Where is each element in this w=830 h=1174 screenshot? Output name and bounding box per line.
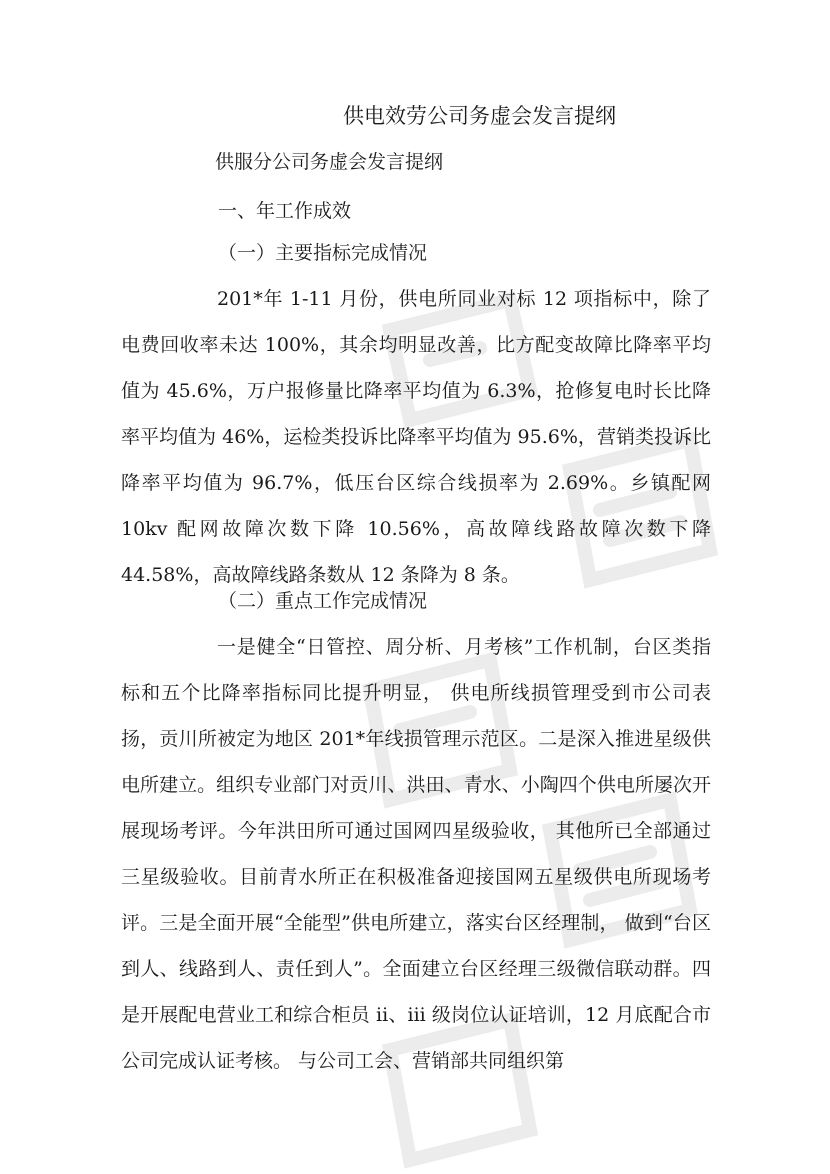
subsection-heading-2: （二）重点工作完成情况 — [218, 590, 428, 612]
document-title: 供电效劳公司务虚会发言提纲 — [343, 104, 616, 128]
section-heading-1: 一、年工作成效 — [218, 200, 352, 222]
logo-stamp — [22, 157, 84, 179]
paragraph-indicators: 201*年 1-11 月份，供电所同业对标 12 项指标中，除了电费回收率未达 100%，其余均明显改善，比方配变故障比降率平均值为 45.6%，万户报修量比降率平均值为 6.3%，抢修复电时长比降率平均值为 46%，运检类投诉比降率平均值为 95.6%，营销类投诉比降率平均值为 96.7%，低压台区综合线损率为 2.69%。乡镇配网 10kv 配网故障次数下降 10.56%，高故障线路故障次数下降 44.58%，高故障线路条数从 12 条降为 8 条。 — [121, 288, 711, 586]
document-subtitle: 供服分公司务虚会发言提纲 — [215, 151, 444, 173]
subsection-heading-1: （一）主要指标完成情况 — [218, 242, 428, 264]
paragraph-key-work: 一是健全“日管控、周分析、月考核”工作机制，台区类指标和五个比降率指标同比提升明显， 供电所线损管理受到市公司表扬，贡川所被定为地区 201*年线损管理示范区。二是深入推进星级供电所建立。组织专业部门对贡川、洪田、青水、小陶四个供电所屡次开展现场考评。今年洪田所可通过国网四星级验收， 其他所已全部通过三星级验收。目前青水所正在积极准备迎接国网五星级供电所现场考评。三是全面开展“全能型”供电所建立，落实台区经理制， 做到“台区到人、线路到人、责任到人”。全面建立台区经理三级微信联动群。四是开展配电营业工和综合柜员 ii、iii 级岗位认证培训，12 月底配合市公司完成认证考核。 与公司工会、营销部共同组织第 — [121, 636, 711, 1072]
